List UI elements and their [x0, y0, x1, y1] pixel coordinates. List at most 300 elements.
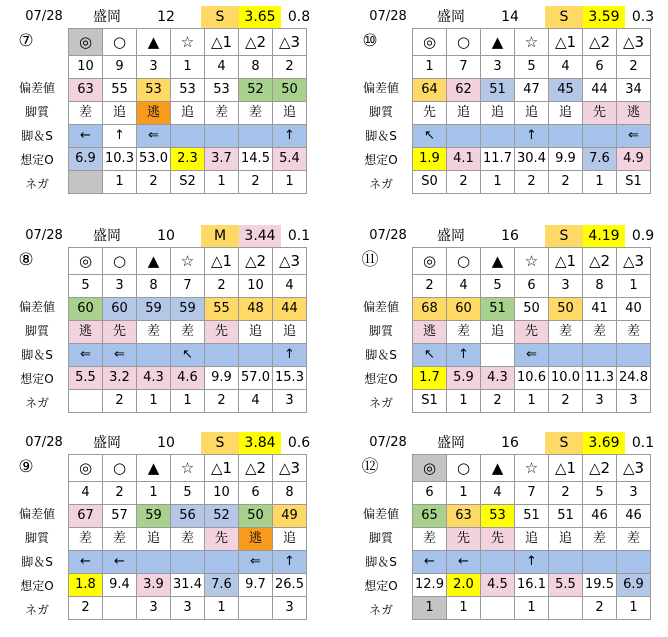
- running-style-cell: 差: [205, 102, 239, 125]
- horse-number-cell: 2: [205, 275, 239, 298]
- race-venue: 盛岡: [93, 435, 121, 451]
- running-style-cell: 追: [239, 321, 273, 344]
- row-label: 想定O: [20, 153, 54, 167]
- horse-number-cell: 3: [549, 275, 583, 298]
- horse-number-cell: 2: [617, 56, 651, 79]
- row-label: 脚質: [368, 324, 393, 338]
- expected-odds-cell: 26.5: [273, 574, 307, 597]
- running-style-cell: 先: [481, 528, 515, 551]
- position-arrow-cell: ↑: [273, 344, 307, 367]
- table-row: [69, 551, 307, 574]
- running-style-cell: 追: [515, 528, 549, 551]
- expected-odds-cell: 5.9: [447, 367, 481, 390]
- horse-number-cell: 3: [481, 56, 515, 79]
- negative-cell: 1: [515, 390, 549, 413]
- running-style-cell: 追: [273, 321, 307, 344]
- prediction-table: [68, 454, 307, 620]
- mark-cell: △1: [549, 248, 583, 275]
- position-arrow-cell: [549, 551, 583, 574]
- expected-odds-cell: 53.0: [137, 148, 171, 171]
- position-arrow-cell: ←: [103, 551, 137, 574]
- score-cell: 59: [137, 505, 171, 528]
- running-style-cell: 追: [273, 102, 307, 125]
- position-arrow-cell: ↑: [515, 125, 549, 148]
- horse-number-cell: 8: [137, 275, 171, 298]
- mark-cell: △2: [583, 455, 617, 482]
- score-cell: 63: [447, 505, 481, 528]
- expected-odds-cell: 4.6: [171, 367, 205, 390]
- position-arrow-cell: ⇐: [617, 125, 651, 148]
- running-style-cell: 追: [273, 528, 307, 551]
- race-type-badge: M: [201, 225, 239, 247]
- expected-odds-cell: 9.9: [205, 367, 239, 390]
- horse-number-cell: 1: [447, 482, 481, 505]
- race-type-badge: S: [201, 432, 239, 454]
- expected-odds-cell: 30.4: [515, 148, 549, 171]
- mark-cell: △3: [273, 248, 307, 275]
- score-cell: 53: [481, 505, 515, 528]
- race-venue: 盛岡: [437, 9, 465, 25]
- odds-badge: 3.44: [239, 225, 281, 247]
- score-cell: 50: [239, 505, 273, 528]
- position-arrow-cell: [617, 344, 651, 367]
- negative-cell: 3: [171, 597, 205, 620]
- running-style-cell: 先: [205, 528, 239, 551]
- race-header: [350, 225, 660, 247]
- mark-cell: △1: [205, 455, 239, 482]
- table-row: [413, 455, 651, 482]
- row-label: ネガ: [368, 177, 393, 191]
- running-style-cell: 先: [103, 321, 137, 344]
- score-cell: 55: [205, 298, 239, 321]
- position-arrow-cell: ←: [69, 125, 103, 148]
- row-label: ネガ: [368, 603, 393, 617]
- race-number: ⑧: [18, 250, 34, 270]
- running-style-cell: 逃: [239, 528, 273, 551]
- table-row: [69, 102, 307, 125]
- index-value: 0.1: [631, 435, 655, 451]
- position-arrow-cell: ↖: [413, 125, 447, 148]
- row-label: 偏差値: [18, 81, 55, 95]
- score-cell: 44: [273, 298, 307, 321]
- score-cell: 57: [103, 505, 137, 528]
- expected-odds-cell: 3.9: [137, 574, 171, 597]
- row-label: ネガ: [24, 603, 49, 617]
- row-label: 想定O: [364, 372, 398, 386]
- position-arrow-cell: [549, 125, 583, 148]
- score-cell: 50: [515, 298, 549, 321]
- score-cell: 44: [583, 79, 617, 102]
- runner-count: 14: [501, 9, 519, 25]
- table-row: [69, 344, 307, 367]
- index-value: 0.9: [631, 228, 655, 244]
- position-arrow-cell: [481, 551, 515, 574]
- expected-odds-cell: 9.9: [549, 148, 583, 171]
- horse-number-cell: 4: [69, 482, 103, 505]
- mark-cell: △2: [583, 248, 617, 275]
- row-label: 脚質: [24, 531, 49, 545]
- race-type-badge: S: [545, 6, 583, 28]
- row-label: ネガ: [24, 177, 49, 191]
- negative-cell: [239, 597, 273, 620]
- negative-cell: 2: [69, 597, 103, 620]
- race-date: 07/28: [25, 435, 63, 450]
- running-style-cell: 逃: [69, 321, 103, 344]
- score-cell: 53: [205, 79, 239, 102]
- horse-number-cell: 2: [273, 56, 307, 79]
- negative-cell: 1: [205, 597, 239, 620]
- horse-number-cell: 6: [583, 56, 617, 79]
- score-cell: 49: [273, 505, 307, 528]
- race-type-badge: S: [201, 6, 239, 28]
- horse-number-cell: 9: [103, 56, 137, 79]
- position-arrow-cell: ⇐: [137, 125, 171, 148]
- score-cell: 46: [617, 505, 651, 528]
- row-label: 脚質: [24, 324, 49, 338]
- mark-cell: ▲: [481, 455, 515, 482]
- horse-number-cell: 5: [515, 56, 549, 79]
- table-row: [69, 482, 307, 505]
- mark-cell: ○: [103, 248, 137, 275]
- horse-number-cell: 6: [239, 482, 273, 505]
- negative-cell: 1: [103, 171, 137, 194]
- expected-odds-cell: 4.3: [481, 367, 515, 390]
- score-cell: 48: [239, 298, 273, 321]
- horse-number-cell: 10: [205, 482, 239, 505]
- expected-odds-cell: 5.5: [549, 574, 583, 597]
- mark-cell: ◎: [69, 29, 103, 56]
- horse-number-cell: 5: [171, 482, 205, 505]
- running-style-cell: 差: [171, 528, 205, 551]
- negative-cell: 1: [413, 597, 447, 620]
- negative-cell: 2: [549, 390, 583, 413]
- position-arrow-cell: [239, 344, 273, 367]
- expected-odds-cell: 2.0: [447, 574, 481, 597]
- race-panel: [6, 225, 316, 430]
- score-cell: 67: [69, 505, 103, 528]
- running-style-cell: 追: [447, 102, 481, 125]
- expected-odds-cell: 7.6: [205, 574, 239, 597]
- table-row: [413, 482, 651, 505]
- mark-cell: △2: [239, 29, 273, 56]
- prediction-table: [412, 454, 651, 620]
- prediction-table: [412, 247, 651, 413]
- negative-cell: 1: [137, 390, 171, 413]
- odds-badge: 3.69: [583, 432, 625, 454]
- table-row: [413, 248, 651, 275]
- table-row: [413, 367, 651, 390]
- expected-odds-cell: 3.2: [103, 367, 137, 390]
- table-row: [69, 390, 307, 413]
- mark-cell: ○: [447, 248, 481, 275]
- score-cell: 45: [549, 79, 583, 102]
- horse-number-cell: 10: [239, 275, 273, 298]
- mark-cell: ▲: [137, 248, 171, 275]
- table-row: [69, 597, 307, 620]
- score-cell: 52: [239, 79, 273, 102]
- running-style-cell: 逃: [413, 321, 447, 344]
- score-cell: 65: [413, 505, 447, 528]
- running-style-cell: 差: [549, 321, 583, 344]
- race-date: 07/28: [369, 9, 407, 24]
- race-number: ⑦: [18, 31, 34, 51]
- mark-cell: △3: [273, 29, 307, 56]
- race-number: ⑨: [18, 457, 34, 477]
- row-label: 偏差値: [18, 507, 55, 521]
- horse-number-cell: 1: [137, 482, 171, 505]
- score-cell: 40: [617, 298, 651, 321]
- table-row: [69, 248, 307, 275]
- table-row: [413, 344, 651, 367]
- table-row: [413, 505, 651, 528]
- score-cell: 63: [69, 79, 103, 102]
- row-label: 脚質: [24, 105, 49, 119]
- mark-cell: △3: [617, 29, 651, 56]
- runner-count: 16: [501, 435, 519, 451]
- table-row: [69, 171, 307, 194]
- position-arrow-cell: ⇐: [69, 344, 103, 367]
- negative-cell: 3: [583, 390, 617, 413]
- horse-number-cell: 2: [413, 275, 447, 298]
- horse-number-cell: 8: [583, 275, 617, 298]
- table-row: [69, 79, 307, 102]
- expected-odds-cell: 4.1: [447, 148, 481, 171]
- position-arrow-cell: ↑: [103, 125, 137, 148]
- odds-badge: 3.65: [239, 6, 281, 28]
- running-style-cell: 追: [103, 102, 137, 125]
- horse-number-cell: 6: [413, 482, 447, 505]
- score-cell: 53: [137, 79, 171, 102]
- expected-odds-cell: 4.3: [137, 367, 171, 390]
- expected-odds-cell: 3.7: [205, 148, 239, 171]
- negative-cell: 1: [617, 597, 651, 620]
- table-row: [413, 148, 651, 171]
- negative-cell: 1: [273, 171, 307, 194]
- score-cell: 51: [481, 79, 515, 102]
- table-row: [413, 56, 651, 79]
- negative-cell: 2: [205, 390, 239, 413]
- position-arrow-cell: [205, 344, 239, 367]
- position-arrow-cell: ↑: [273, 551, 307, 574]
- race-number: ⑩: [362, 31, 378, 51]
- running-style-cell: 追: [481, 321, 515, 344]
- expected-odds-cell: 1.9: [413, 148, 447, 171]
- position-arrow-cell: ↑: [447, 344, 481, 367]
- race-header: [6, 225, 316, 247]
- mark-cell: △1: [549, 455, 583, 482]
- table-row: [413, 29, 651, 56]
- race-header: [6, 6, 316, 28]
- expected-odds-cell: 1.7: [413, 367, 447, 390]
- expected-odds-cell: 5.5: [69, 367, 103, 390]
- negative-cell: [69, 171, 103, 194]
- running-style-cell: 先: [205, 321, 239, 344]
- negative-cell: 2: [549, 171, 583, 194]
- negative-cell: 2: [137, 171, 171, 194]
- expected-odds-cell: 6.9: [617, 574, 651, 597]
- expected-odds-cell: 14.5: [239, 148, 273, 171]
- running-style-cell: 先: [583, 102, 617, 125]
- horse-number-cell: 1: [171, 56, 205, 79]
- expected-odds-cell: 5.4: [273, 148, 307, 171]
- index-value: 0.1: [287, 228, 311, 244]
- table-row: [413, 102, 651, 125]
- mark-cell: △1: [549, 29, 583, 56]
- mark-cell: △1: [205, 29, 239, 56]
- expected-odds-cell: 10.6: [515, 367, 549, 390]
- race-panel: [6, 432, 316, 637]
- score-cell: 62: [447, 79, 481, 102]
- horse-number-cell: 7: [171, 275, 205, 298]
- mark-cell: △2: [239, 248, 273, 275]
- expected-odds-cell: 6.9: [69, 148, 103, 171]
- score-cell: 60: [447, 298, 481, 321]
- horse-number-cell: 4: [273, 275, 307, 298]
- score-cell: 46: [583, 505, 617, 528]
- row-label: 偏差値: [362, 507, 399, 521]
- score-cell: 60: [69, 298, 103, 321]
- score-cell: 68: [413, 298, 447, 321]
- row-label: 脚質: [368, 531, 393, 545]
- running-style-cell: 先: [515, 321, 549, 344]
- horse-number-cell: 7: [515, 482, 549, 505]
- horse-number-cell: 7: [447, 56, 481, 79]
- negative-cell: 3: [137, 597, 171, 620]
- table-row: [413, 528, 651, 551]
- horse-number-cell: 2: [103, 482, 137, 505]
- mark-cell: ○: [103, 455, 137, 482]
- index-value: 0.8: [287, 9, 311, 25]
- mark-cell: ☆: [171, 455, 205, 482]
- position-arrow-cell: [171, 551, 205, 574]
- running-style-cell: 先: [413, 102, 447, 125]
- negative-cell: 2: [515, 171, 549, 194]
- expected-odds-cell: 57.0: [239, 367, 273, 390]
- running-style-cell: 差: [239, 102, 273, 125]
- negative-cell: 2: [239, 171, 273, 194]
- negative-cell: 2: [583, 597, 617, 620]
- mark-cell: ○: [447, 29, 481, 56]
- horse-number-cell: 2: [549, 482, 583, 505]
- horse-number-cell: 4: [481, 482, 515, 505]
- running-style-cell: 追: [481, 102, 515, 125]
- table-row: [69, 505, 307, 528]
- score-cell: 41: [583, 298, 617, 321]
- negative-cell: [69, 390, 103, 413]
- expected-odds-cell: 10.0: [549, 367, 583, 390]
- expected-odds-cell: 19.5: [583, 574, 617, 597]
- runner-count: 10: [157, 228, 175, 244]
- table-row: [69, 298, 307, 321]
- prediction-table: [68, 28, 307, 194]
- table-row: [69, 321, 307, 344]
- odds-badge: 3.84: [239, 432, 281, 454]
- position-arrow-cell: [171, 125, 205, 148]
- race-venue: 盛岡: [93, 228, 121, 244]
- negative-cell: 1: [171, 390, 205, 413]
- position-arrow-cell: [583, 551, 617, 574]
- negative-cell: S1: [617, 171, 651, 194]
- negative-cell: 4: [239, 390, 273, 413]
- negative-cell: 3: [273, 597, 307, 620]
- position-arrow-cell: [549, 344, 583, 367]
- horse-number-cell: 3: [103, 275, 137, 298]
- row-label: 偏差値: [362, 300, 399, 314]
- running-style-cell: 追: [549, 102, 583, 125]
- running-style-cell: 追: [137, 528, 171, 551]
- table-row: [69, 148, 307, 171]
- row-label: 脚質: [368, 105, 393, 119]
- score-cell: 50: [273, 79, 307, 102]
- mark-cell: △2: [239, 455, 273, 482]
- mark-cell: △1: [205, 248, 239, 275]
- position-arrow-cell: [617, 551, 651, 574]
- mark-cell: ▲: [137, 29, 171, 56]
- score-cell: 53: [171, 79, 205, 102]
- running-style-cell: 差: [137, 321, 171, 344]
- score-cell: 51: [481, 298, 515, 321]
- position-arrow-cell: ↖: [413, 344, 447, 367]
- score-cell: 47: [515, 79, 549, 102]
- row-label: 脚＆S: [21, 348, 53, 362]
- position-arrow-cell: ↑: [515, 551, 549, 574]
- running-style-cell: 差: [69, 528, 103, 551]
- horse-number-cell: 5: [583, 482, 617, 505]
- running-style-cell: 逃: [137, 102, 171, 125]
- race-type-badge: S: [545, 225, 583, 247]
- expected-odds-cell: 11.7: [481, 148, 515, 171]
- position-arrow-cell: [447, 125, 481, 148]
- row-label: 想定O: [364, 153, 398, 167]
- horse-number-cell: 10: [69, 56, 103, 79]
- expected-odds-cell: 4.9: [617, 148, 651, 171]
- position-arrow-cell: [205, 125, 239, 148]
- table-row: [69, 29, 307, 56]
- mark-cell: △3: [617, 455, 651, 482]
- prediction-table: [68, 247, 307, 413]
- negative-cell: 1: [583, 171, 617, 194]
- odds-badge: 3.59: [583, 6, 625, 28]
- mark-cell: ☆: [515, 248, 549, 275]
- position-arrow-cell: ↖: [171, 344, 205, 367]
- position-arrow-cell: ⇐: [515, 344, 549, 367]
- running-style-cell: 差: [583, 528, 617, 551]
- negative-cell: [103, 597, 137, 620]
- running-style-cell: 差: [103, 528, 137, 551]
- mark-cell: ▲: [481, 29, 515, 56]
- table-row: [413, 171, 651, 194]
- table-row: [413, 298, 651, 321]
- row-label: ネガ: [368, 396, 393, 410]
- horse-number-cell: 1: [617, 275, 651, 298]
- expected-odds-cell: 31.4: [171, 574, 205, 597]
- table-row: [69, 125, 307, 148]
- index-value: 0.3: [631, 9, 655, 25]
- table-row: [413, 551, 651, 574]
- expected-odds-cell: 11.3: [583, 367, 617, 390]
- row-label: 脚＆S: [365, 348, 397, 362]
- table-row: [69, 455, 307, 482]
- race-number: ⑪: [361, 250, 379, 270]
- table-row: [413, 125, 651, 148]
- running-style-cell: 差: [69, 102, 103, 125]
- race-date: 07/28: [369, 435, 407, 450]
- race-date: 07/28: [25, 228, 63, 243]
- score-cell: 64: [413, 79, 447, 102]
- negative-cell: 2: [103, 390, 137, 413]
- mark-cell: ◎: [413, 29, 447, 56]
- running-style-cell: 差: [413, 528, 447, 551]
